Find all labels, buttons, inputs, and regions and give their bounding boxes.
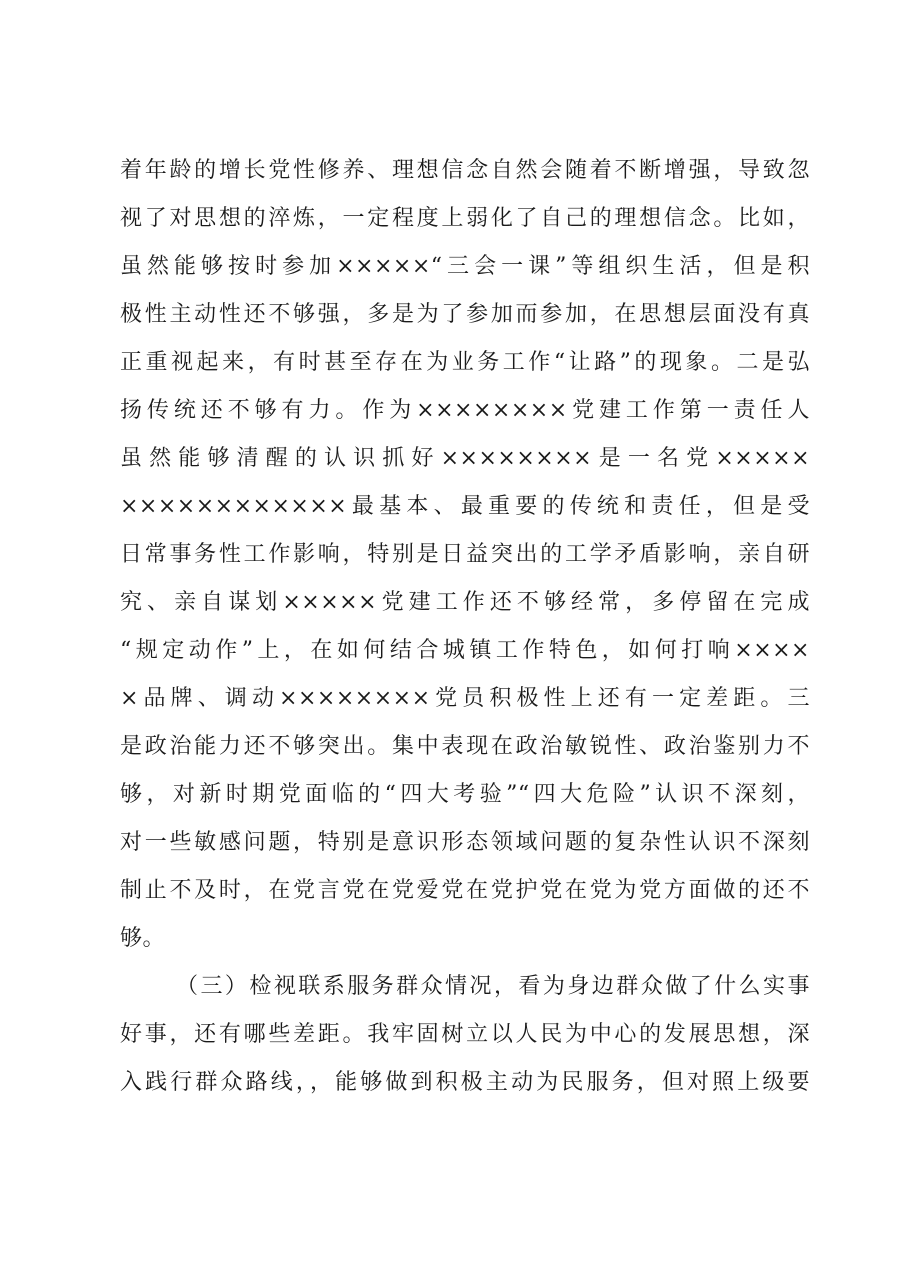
text-line: 好事，还有哪些差距。我牢固树立以人民为中心的发展思想，深 — [120, 1022, 810, 1047]
text-line: 制止不及时，在党言党在党爱党在党护党在党为党方面做的还不 — [120, 878, 810, 903]
text-line: 视了对思想的淬炼，一定程度上弱化了自己的理想信念。比如， — [120, 206, 810, 231]
text-line: 扬传统还不够有力。作为××××××××党建工作第一责任人 — [120, 398, 810, 423]
text-line: 是政治能力还不够突出。集中表现在政治敏锐性、政治鉴别力不 — [120, 734, 810, 759]
text-line: 着年龄的增长党性修养、理想信念自然会随着不断增强，导致忽 — [120, 158, 810, 183]
text-line: ×品牌、调动××××××××党员积极性上还有一定差距。三 — [120, 686, 810, 711]
text-line: 虽然能够按时参加×××××“三会一课”等组织生活，但是积 — [120, 254, 810, 279]
text-line: 够，对新时期党面临的“四大考验”“四大危险”认识不深刻， — [120, 782, 810, 807]
text-line: 够。 — [120, 926, 166, 951]
text-line: 日常事务性工作影响，特别是日益突出的工学矛盾影响，亲自研 — [120, 542, 810, 567]
text-line: 极性主动性还不够强，多是为了参加而参加，在思想层面没有真 — [120, 302, 810, 327]
text-line: 对一些敏感问题，特别是意识形态领域问题的复杂性认识不深刻 — [120, 830, 810, 855]
text-line: ××××××××××××最基本、最重要的传统和责任，但是受 — [120, 494, 810, 519]
text-line: “规定动作”上，在如何结合城镇工作特色，如何打响×××× — [120, 638, 810, 663]
text-line: 入践行群众路线，，能够做到积极主动为民服务，但对照上级要 — [120, 1070, 810, 1095]
text-line: 正重视起来，有时甚至存在为业务工作“让路”的现象。二是弘 — [120, 350, 810, 375]
text-line: 虽然能够清醒的认识抓好××××××××是一名党××××× — [120, 446, 810, 471]
section-heading-line: （三）检视联系服务群众情况，看为身边群众做了什么实事 — [176, 974, 810, 999]
text-line: 究、亲自谋划×××××党建工作还不够经常，多停留在完成 — [120, 590, 810, 615]
